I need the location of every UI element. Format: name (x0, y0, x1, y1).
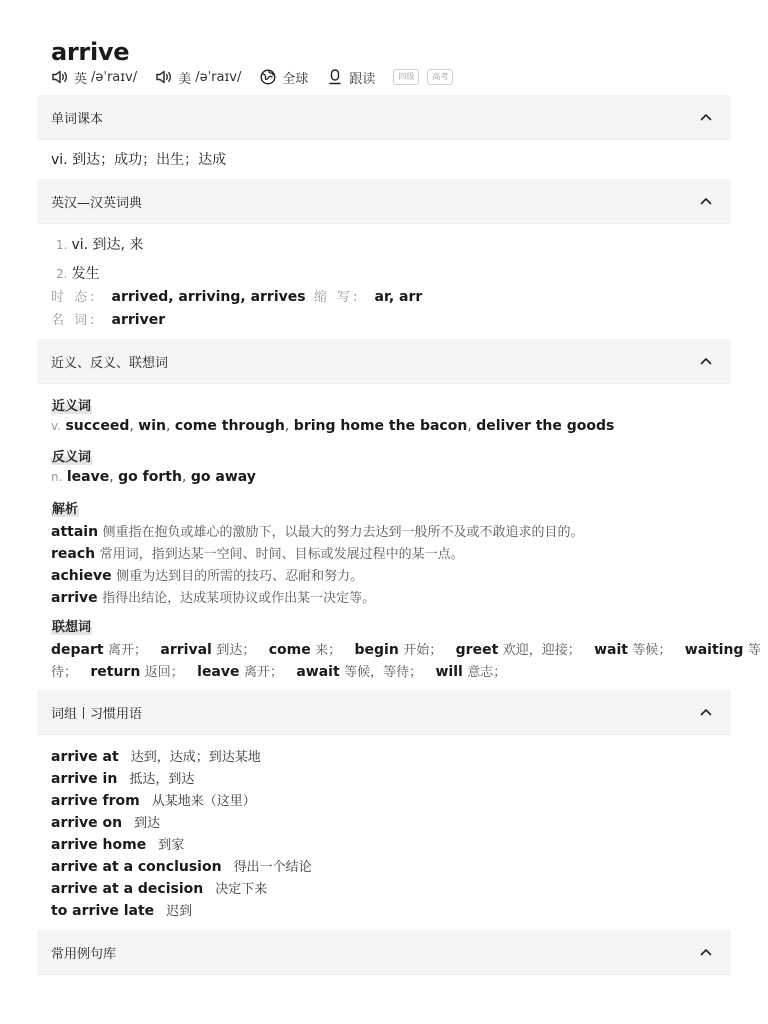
uk-label: 英 (74, 71, 88, 87)
word-title: arrive (51, 38, 130, 66)
section-title: 单词课本 (51, 111, 104, 127)
noun-row (51, 309, 165, 328)
antonym-link[interactable]: go forth (118, 469, 182, 485)
tense-label: 时 态: (51, 290, 98, 305)
association-link[interactable]: leave (197, 664, 240, 680)
uk-pronunciation-button[interactable] (51, 68, 137, 87)
section-header-textbook[interactable] (37, 95, 731, 140)
global-label: 全球 (282, 71, 309, 87)
pronunciation-bar (51, 67, 461, 87)
association-link[interactable]: come (268, 642, 311, 658)
association-row: 待； return 返回； leave 离开； await 等候，等待； will 意志； (51, 664, 507, 680)
speaker-icon (155, 68, 173, 86)
synonym-heading: 近义词 (51, 395, 92, 414)
us-pronunciation-button[interactable] (155, 68, 241, 87)
antonym-row: n. leave, go forth, go away (51, 469, 256, 485)
textbook-definition: vi. 到达；成功；出生；达成 (51, 152, 227, 168)
chevron-up-icon (699, 194, 713, 208)
tense-row (51, 286, 422, 305)
association-link[interactable]: await (296, 664, 340, 680)
synonym-link[interactable]: succeed (65, 418, 130, 434)
association-row: depart 离开； arrival 到达； come 来； begin 开始； greet 欢迎，迎接； wait 等候； waiting 等 (51, 642, 761, 658)
follow-read-button[interactable] (326, 68, 375, 87)
association-link[interactable]: wait (594, 642, 628, 658)
follow-read-label: 跟读 (349, 71, 376, 87)
synonym-link[interactable]: deliver the goods (476, 418, 615, 434)
association-heading: 联想词 (51, 616, 92, 635)
us-label: 美 (178, 71, 192, 87)
chevron-up-icon (699, 110, 713, 124)
phrase-item[interactable]: arrive home 到家 (51, 837, 185, 853)
abbr-value: ar, arr (374, 289, 423, 305)
phrase-item[interactable]: arrive on 到达 (51, 815, 161, 831)
association-link[interactable]: arrival (160, 642, 212, 658)
chevron-up-icon (699, 705, 713, 719)
antonym-link[interactable]: go away (190, 469, 256, 485)
section-header-examples[interactable] (37, 930, 731, 975)
noun-label: 名 词: (51, 313, 98, 328)
synonym-row: v. succeed, win, come through, bring home the bacon, deliver the goods (51, 418, 615, 434)
global-pronunciation-button[interactable] (259, 68, 308, 87)
section-title: 词组丨习惯用语 (51, 706, 143, 722)
analysis-item: reach 常用词，指到达某一空间、时间、目标或发展过程中的某一点。 (51, 546, 464, 562)
uk-phonetic: /əˈraɪv/ (91, 69, 138, 85)
synonym-link[interactable]: bring home the bacon (293, 418, 468, 434)
analysis-item: attain 侧重指在抱负或雄心的激励下，以最大的努力去达到一般所不及或不敢追求的目的。 (51, 524, 584, 540)
sense-item: 1. vi. 到达, 来 (56, 237, 144, 253)
section-title: 近义、反义、联想词 (51, 355, 169, 371)
microphone-icon (326, 68, 344, 86)
section-header-phrases[interactable] (37, 690, 731, 735)
abbr-label: 缩 写: (314, 290, 361, 305)
antonym-link[interactable]: leave (66, 469, 110, 485)
phrase-item[interactable]: arrive at 达到，达成；到达某地 (51, 749, 261, 765)
synonym-link[interactable]: come through (174, 418, 285, 434)
analysis-item: achieve 侧重为达到目的所需的技巧、忍耐和努力。 (51, 568, 364, 584)
antonym-heading: 反义词 (51, 446, 92, 465)
speaker-icon (51, 68, 69, 86)
section-title: 英汉—汉英词典 (51, 195, 143, 211)
association-link[interactable]: waiting (684, 642, 744, 658)
association-link[interactable]: depart (51, 642, 104, 658)
synonym-link[interactable]: win (138, 418, 166, 434)
phrase-item[interactable]: arrive at a decision 决定下来 (51, 881, 268, 897)
level-tag: 高考 (427, 69, 453, 85)
section-title: 常用例句库 (51, 946, 117, 962)
association-link[interactable]: begin (354, 642, 399, 658)
association-link[interactable]: greet (455, 642, 499, 658)
section-header-related[interactable] (37, 339, 731, 384)
noun-value: arriver (111, 312, 166, 328)
phrase-item[interactable]: to arrive late 迟到 (51, 903, 193, 919)
analysis-item: arrive 指得出结论，达成某项协议或作出某一决定等。 (51, 590, 376, 606)
globe-icon (259, 68, 277, 86)
chevron-up-icon (699, 945, 713, 959)
association-link[interactable]: return (90, 664, 141, 680)
level-tag: 四级 (393, 69, 419, 85)
association-link[interactable]: will (435, 664, 463, 680)
us-phonetic: /əˈraɪv/ (195, 69, 242, 85)
section-header-dictionary[interactable] (37, 179, 731, 224)
phrase-item[interactable]: arrive from 从某地来（这里） (51, 793, 256, 809)
phrase-item[interactable]: arrive in 抵达，到达 (51, 771, 195, 787)
sense-item: 2. 发生 (56, 266, 100, 282)
analysis-heading: 解析 (51, 498, 79, 517)
tense-value: arrived, arriving, arrives (111, 289, 306, 305)
phrase-item[interactable]: arrive at a conclusion 得出一个结论 (51, 859, 312, 875)
chevron-up-icon (699, 354, 713, 368)
